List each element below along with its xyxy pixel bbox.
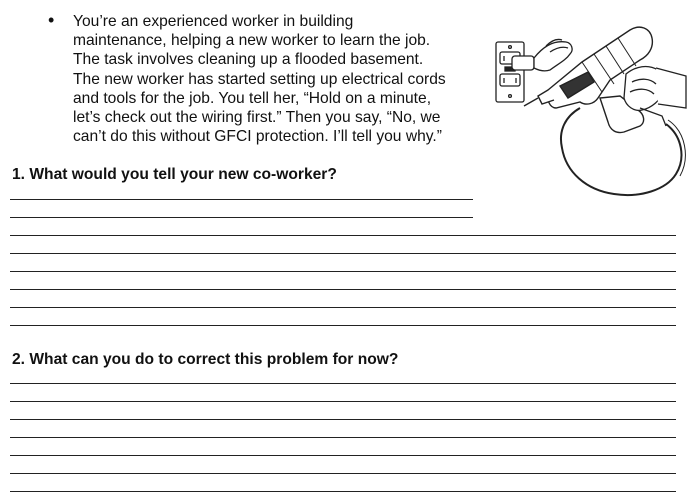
answer-line[interactable] — [10, 325, 676, 326]
answer-line[interactable] — [10, 473, 676, 474]
answer-line[interactable] — [10, 235, 676, 236]
gfci-outlet-icon — [496, 42, 524, 102]
answer-line[interactable] — [10, 491, 676, 492]
scenario-line: You’re an experienced worker in building — [73, 13, 354, 30]
scenario-line: The new worker has started setting up electrical cords — [73, 70, 446, 88]
answer-line[interactable] — [10, 199, 473, 200]
answer-line[interactable] — [10, 271, 676, 272]
answer-line[interactable] — [10, 383, 676, 384]
scenario-line: and tools for the job. You tell her, “Hold on a minute, — [73, 89, 432, 107]
scenario-line: let’s check out the wiring first.” Then you say, “No, we — [73, 109, 441, 127]
scenario-line: can’t do this without GFCI protection. I’ll tell you why.” — [73, 128, 442, 146]
answer-line[interactable] — [10, 401, 676, 402]
drill-plugged-into-outlet-illustration — [490, 12, 690, 202]
answer-line[interactable] — [10, 307, 676, 308]
answer-line[interactable] — [10, 217, 473, 218]
answer-line[interactable] — [10, 455, 676, 456]
question-2: 2. What can you do to correct this problem for now? — [12, 351, 399, 368]
bullet-marker: • — [48, 10, 55, 30]
answer-line[interactable] — [10, 437, 676, 438]
answer-line[interactable] — [10, 419, 676, 420]
scenario-line: The task involves cleaning up a flooded basement. — [73, 51, 424, 69]
scenario-paragraph — [73, 12, 478, 146]
answer-line[interactable] — [10, 289, 676, 290]
scenario-line: maintenance, helping a new worker to learn the job. — [73, 32, 431, 50]
question-1: 1. What would you tell your new co-worker? — [12, 166, 337, 183]
answer-line[interactable] — [10, 253, 676, 254]
